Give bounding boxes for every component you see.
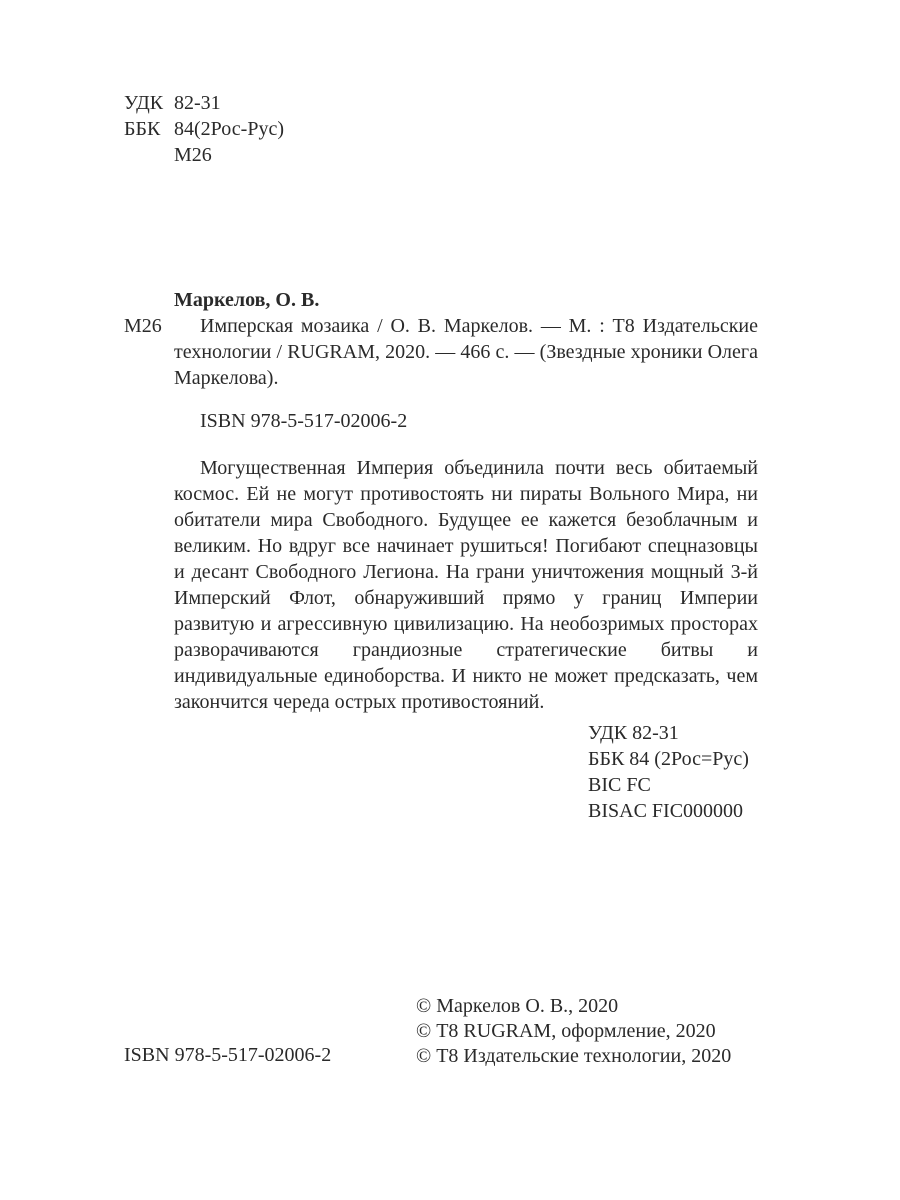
record-author-mark: М26 bbox=[124, 315, 162, 337]
record-author: Маркелов, О. В. bbox=[174, 289, 320, 311]
copyright-block bbox=[416, 994, 731, 1069]
classification-label: УДК bbox=[124, 92, 164, 114]
classification-value: М26 bbox=[174, 144, 212, 166]
classification-label: ББК bbox=[124, 118, 161, 140]
classification-block-top bbox=[124, 90, 284, 168]
classification-row-author-mark bbox=[124, 142, 284, 168]
classification-line-udk: УДК 82-31 bbox=[588, 722, 679, 744]
annotation-paragraph: Могущественная Империя объединила почти весь обитаемый космос. Ей не могут противостоять ни пираты Вольного Мира, ни обитатели мира Свободного. Будущее ее кажется безоблачным и великим. Но вдруг все начинает рушиться! Погибают спецназовцы и десант Свободного Легиона. На грани уничтожения мощный 3-й Имперский Флот, обнаруживший прямо у границ Империи развитую и агрессивную цивилизацию. На необозримых просторах разворачиваются грандиозные стратегические битвы и индивидуальные единоборства. И никто не может предсказать, чем закончится череда острых противостояний. bbox=[174, 457, 758, 713]
classification-row-bbk bbox=[124, 116, 284, 142]
classification-block-right bbox=[588, 720, 749, 824]
record-isbn: ISBN 978-5-517-02006-2 bbox=[200, 410, 408, 432]
classification-line-bic: BIC FC bbox=[588, 774, 651, 796]
classification-label bbox=[124, 142, 174, 168]
copyright-line-publisher: © Т8 Издательские технологии, 2020 bbox=[416, 1045, 732, 1067]
copyright-line-author: © Маркелов О. В., 2020 bbox=[416, 995, 619, 1017]
classification-row-udk bbox=[124, 90, 284, 116]
copyright-line-design: © Т8 RUGRAM, оформление, 2020 bbox=[416, 1020, 716, 1042]
footer-isbn: ISBN 978-5-517-02006-2 bbox=[124, 1044, 332, 1066]
classification-line-bbk: ББК 84 (2Рос=Рус) bbox=[588, 748, 749, 770]
classification-line-bisac: BISAC FIC000000 bbox=[588, 800, 744, 822]
classification-value: 84(2Рос-Рус) bbox=[174, 118, 284, 140]
record-description: Имперская мозаика / О. В. Маркелов. — М. : Т8 Издательские технологии / RUGRAM, 2020. — 466 с. — (Звездные хроники Олега Маркелова). bbox=[174, 315, 758, 389]
classification-value: 82-31 bbox=[174, 92, 221, 114]
